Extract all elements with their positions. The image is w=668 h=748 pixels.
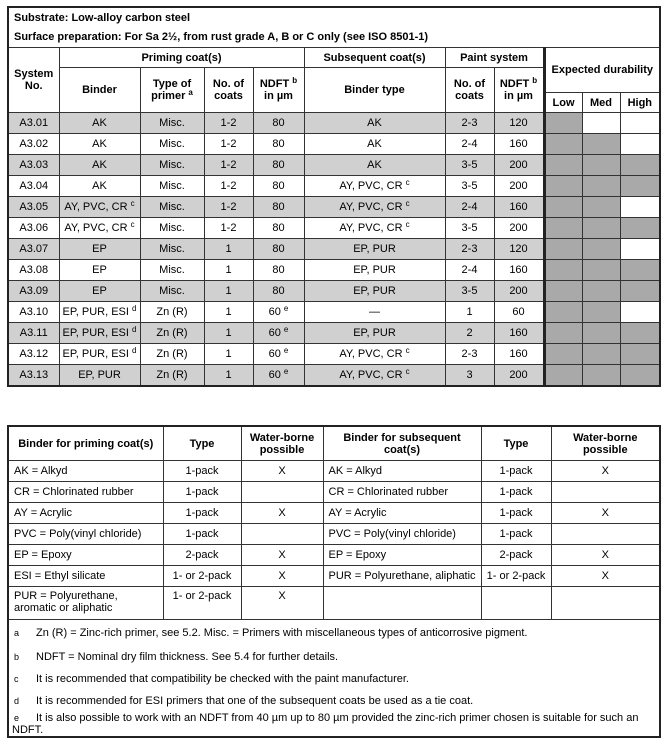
subsequent-water-borne-header: Water-borne possible (551, 426, 660, 461)
primer-binder-cell: AK (59, 134, 140, 155)
primer-ndft-cell: 80 (253, 176, 304, 197)
paint-ndft-cell: 160 (494, 197, 544, 218)
durability-low-cell (544, 176, 582, 197)
expected-durability-header: Expected durability (544, 48, 660, 93)
paint-coats-cell: 2-3 (445, 239, 494, 260)
paint-coats-cell: 2-4 (445, 260, 494, 281)
priming-binder-name: PVC = Poly(vinyl chloride) (8, 524, 163, 545)
durability-med-cell (582, 155, 620, 176)
footnote-letter: c (14, 674, 19, 684)
footnote (8, 712, 660, 737)
paint-coats-cell: 2 (445, 323, 494, 344)
system-no-cell: A3.13 (8, 365, 59, 387)
primer-ndft-cell: 80 (253, 218, 304, 239)
priming-binder-type: 1-pack (163, 503, 241, 524)
paint-ndft-header: NDFT $^b$ in µm (494, 68, 544, 113)
system-row (8, 302, 660, 323)
footnote-letter: e (14, 713, 20, 723)
priming-binder-name: EP = Epoxy (8, 545, 163, 566)
durability-low-cell (544, 365, 582, 387)
primer-type-cell: Misc. (140, 281, 204, 302)
paint-ndft-cell: 160 (494, 260, 544, 281)
durability-med-cell (582, 323, 620, 344)
primer-ndft-cell: 80 (253, 113, 304, 134)
system-row (8, 323, 660, 344)
subsequent-water-borne: X (551, 566, 660, 587)
system-row (8, 239, 660, 260)
paint-ndft-cell: 160 (494, 323, 544, 344)
paint-coats-cell: 2-3 (445, 113, 494, 134)
priming-binder-name: CR = Chlorinated rubber (8, 482, 163, 503)
primer-type-cell: Misc. (140, 113, 204, 134)
durability-med-header: Med (582, 93, 620, 113)
durability-med-cell (582, 302, 620, 323)
ndft-header: NDFT $^b$ in µm (253, 68, 304, 113)
footnote-text: NDFT = Nominal dry film thickness. See 5.4 for further details. (36, 651, 339, 663)
primer-ndft-cell: 80 (253, 260, 304, 281)
paint-coats-cell: 2-4 (445, 134, 494, 155)
subsequent-water-borne: X (551, 545, 660, 566)
primer-coats-cell: 1-2 (204, 176, 253, 197)
primer-binder-cell: EP, PUR, ESI $^d$ (59, 323, 140, 344)
primer-type-cell: Misc. (140, 218, 204, 239)
primer-coats-cell: 1 (204, 281, 253, 302)
durability-high-header: High (620, 93, 660, 113)
legend-row (8, 503, 660, 524)
substrate-text: Substrate: Low-alloy carbon steel (8, 7, 660, 27)
durability-med-cell (582, 281, 620, 302)
durability-low-cell (544, 113, 582, 134)
durability-med-cell (582, 365, 620, 387)
paint-coats-cell: 3-5 (445, 281, 494, 302)
primer-coats-cell: 1 (204, 260, 253, 281)
durability-low-cell (544, 323, 582, 344)
paint-coats-cell: 1 (445, 302, 494, 323)
durability-high-cell (620, 281, 660, 302)
subsequent-binder-type: 1- or 2-pack (481, 566, 551, 587)
paint-coats-cell: 2-3 (445, 344, 494, 365)
paint-ndft-cell: 200 (494, 365, 544, 387)
durability-med-cell (582, 218, 620, 239)
primer-coats-cell: 1-2 (204, 218, 253, 239)
subsequent-water-borne (551, 482, 660, 503)
footnote (8, 646, 660, 668)
subsequent-binder-name: AK = Alkyd (323, 461, 481, 482)
primer-ndft-cell: 60 $^e$ (253, 344, 304, 365)
priming-type-header: Type (163, 426, 241, 461)
legend-row (8, 461, 660, 482)
paint-ndft-cell: 200 (494, 218, 544, 239)
primer-coats-cell: 1-2 (204, 134, 253, 155)
primer-type-cell: Misc. (140, 197, 204, 218)
primer-ndft-cell: 60 $^e$ (253, 365, 304, 387)
footnote-text: It is recommended for ESI primers that one of the subsequent coats be used as a tie coat. (36, 695, 474, 707)
no-of-coats-header: No. of coats (204, 68, 253, 113)
primer-binder-cell: EP (59, 239, 140, 260)
priming-binder-type: 1-pack (163, 461, 241, 482)
primer-binder-cell: EP, PUR (59, 365, 140, 387)
subsequent-water-borne: X (551, 461, 660, 482)
durability-low-cell (544, 155, 582, 176)
durability-med-cell (582, 344, 620, 365)
primer-binder-cell: AK (59, 176, 140, 197)
paint-ndft-cell: 200 (494, 176, 544, 197)
durability-high-cell (620, 302, 660, 323)
subsequent-water-borne: X (551, 503, 660, 524)
priming-water-borne: X (241, 503, 323, 524)
primer-binder-cell: EP, PUR, ESI $^d$ (59, 344, 140, 365)
primer-coats-cell: 1 (204, 344, 253, 365)
binder-priming-header: Binder for priming coat(s) (8, 426, 163, 461)
paint-system-header: Paint system (445, 48, 544, 68)
subsequent-binder-type: 1-pack (481, 503, 551, 524)
durability-low-cell (544, 218, 582, 239)
durability-med-cell (582, 260, 620, 281)
primer-ndft-cell: 60 $^e$ (253, 323, 304, 344)
subsequent-binder-cell: AK (304, 155, 445, 176)
legend-row (8, 566, 660, 587)
subsequent-coats-header: Subsequent coat(s) (304, 48, 445, 68)
primer-ndft-cell: 80 (253, 155, 304, 176)
subsequent-water-borne (551, 524, 660, 545)
legend-row (8, 545, 660, 566)
paint-ndft-cell: 60 (494, 302, 544, 323)
subsequent-binder-cell: EP, PUR (304, 281, 445, 302)
primer-binder-cell: AK (59, 155, 140, 176)
primer-coats-cell: 1-2 (204, 197, 253, 218)
primer-binder-cell: AK (59, 113, 140, 134)
primer-binder-cell: AY, PVC, CR $^c$ (59, 197, 140, 218)
durability-high-cell (620, 239, 660, 260)
paint-coats-cell: 3-5 (445, 218, 494, 239)
system-no-cell: A3.08 (8, 260, 59, 281)
paint-ndft-cell: 120 (494, 239, 544, 260)
durability-high-cell (620, 197, 660, 218)
durability-low-cell (544, 281, 582, 302)
priming-water-borne: X (241, 587, 323, 620)
system-row (8, 260, 660, 281)
primer-type-cell: Misc. (140, 260, 204, 281)
system-row (8, 134, 660, 155)
system-row (8, 155, 660, 176)
subsequent-binder-cell: AK (304, 113, 445, 134)
footnote-text: It is recommended that compatibility be checked with the paint manufacturer. (36, 673, 409, 685)
footnote-letter: a (14, 628, 20, 638)
subsequent-binder-name: CR = Chlorinated rubber (323, 482, 481, 503)
footnote-letter: d (14, 696, 20, 706)
system-no-cell: A3.07 (8, 239, 59, 260)
footnote-letter: b (14, 652, 20, 662)
priming-binder-name: AY = Acrylic (8, 503, 163, 524)
durability-low-cell (544, 302, 582, 323)
system-row (8, 176, 660, 197)
durability-high-cell (620, 113, 660, 134)
subsequent-binder-cell: AY, PVC, CR $^c$ (304, 176, 445, 197)
primer-coats-cell: 1 (204, 302, 253, 323)
surface-prep-text: Surface preparation: For Sa 2½, from rust grade A, B or C only (see ISO 8501-1) (8, 27, 660, 48)
priming-water-borne: X (241, 461, 323, 482)
durability-med-cell (582, 239, 620, 260)
primer-coats-cell: 1-2 (204, 155, 253, 176)
priming-binder-type: 1- or 2-pack (163, 566, 241, 587)
durability-med-cell (582, 176, 620, 197)
system-row (8, 113, 660, 134)
priming-water-borne-header: Water-borne possible (241, 426, 323, 461)
paint-ndft-cell: 200 (494, 155, 544, 176)
paint-coats-cell: 3-5 (445, 155, 494, 176)
primer-binder-cell: AY, PVC, CR $^c$ (59, 218, 140, 239)
durability-high-cell (620, 260, 660, 281)
durability-low-cell (544, 344, 582, 365)
subsequent-binder-name (323, 587, 481, 620)
footnote-text: Zn (R) = Zinc-rich primer, see 5.2. Misc. = Primers with miscellaneous types of anticorrosive pigment. (36, 627, 528, 639)
subsequent-binder-cell: AY, PVC, CR $^c$ (304, 365, 445, 387)
primer-coats-cell: 1 (204, 323, 253, 344)
primer-type-cell: Zn (R) (140, 302, 204, 323)
system-no-cell: A3.11 (8, 323, 59, 344)
durability-high-cell (620, 218, 660, 239)
paint-ndft-cell: 120 (494, 113, 544, 134)
priming-binder-type: 1- or 2-pack (163, 587, 241, 620)
subsequent-binder-cell: AY, PVC, CR $^c$ (304, 197, 445, 218)
subsequent-binder-cell: AY, PVC, CR $^c$ (304, 218, 445, 239)
footnote (8, 690, 660, 712)
primer-type-cell: Misc. (140, 155, 204, 176)
binder-subsequent-header: Binder for subsequent coat(s) (323, 426, 481, 461)
primer-type-cell: Zn (R) (140, 344, 204, 365)
system-no-cell: A3.04 (8, 176, 59, 197)
subsequent-binder-type: 1-pack (481, 461, 551, 482)
primer-type-cell: Zn (R) (140, 323, 204, 344)
primer-ndft-cell: 80 (253, 239, 304, 260)
subsequent-binder-name: EP = Epoxy (323, 545, 481, 566)
system-row (8, 344, 660, 365)
system-no-header: System No. (8, 48, 59, 113)
durability-med-cell (582, 113, 620, 134)
primer-ndft-cell: 80 (253, 134, 304, 155)
subsequent-binder-cell: EP, PUR (304, 239, 445, 260)
footnote (8, 620, 660, 647)
legend-row (8, 524, 660, 545)
system-no-cell: A3.01 (8, 113, 59, 134)
paint-no-of-coats-header: No. of coats (445, 68, 494, 113)
durability-med-cell (582, 134, 620, 155)
subsequent-binder-type: 1-pack (481, 524, 551, 545)
subsequent-binder-cell: — (304, 302, 445, 323)
binder-type-header: Binder type (304, 68, 445, 113)
primer-ndft-cell: 80 (253, 281, 304, 302)
priming-binder-type: 2-pack (163, 545, 241, 566)
paint-ndft-cell: 200 (494, 281, 544, 302)
priming-water-borne: X (241, 545, 323, 566)
durability-high-cell (620, 155, 660, 176)
priming-binder-name: AK = Alkyd (8, 461, 163, 482)
subsequent-binder-type (481, 587, 551, 620)
system-no-cell: A3.06 (8, 218, 59, 239)
primer-type-cell: Zn (R) (140, 365, 204, 387)
type-of-primer-header: Type of primer $^a$ (140, 68, 204, 113)
paint-coats-cell: 2-4 (445, 197, 494, 218)
system-row (8, 281, 660, 302)
primer-binder-cell: EP (59, 281, 140, 302)
primer-type-cell: Misc. (140, 134, 204, 155)
paint-systems-table (7, 6, 661, 387)
system-no-cell: A3.12 (8, 344, 59, 365)
priming-water-borne (241, 524, 323, 545)
binder-legend-table (7, 425, 661, 738)
paint-ndft-cell: 160 (494, 344, 544, 365)
durability-low-cell (544, 134, 582, 155)
system-no-cell: A3.05 (8, 197, 59, 218)
legend-row (8, 587, 660, 620)
durability-med-cell (582, 197, 620, 218)
subsequent-binder-name: PUR = Polyurethane, aliphatic (323, 566, 481, 587)
durability-low-cell (544, 197, 582, 218)
durability-high-cell (620, 134, 660, 155)
system-no-cell: A3.10 (8, 302, 59, 323)
primer-type-cell: Misc. (140, 176, 204, 197)
system-row (8, 218, 660, 239)
system-row (8, 197, 660, 218)
primer-ndft-cell: 60 $^e$ (253, 302, 304, 323)
primer-type-cell: Misc. (140, 239, 204, 260)
primer-coats-cell: 1 (204, 365, 253, 387)
subsequent-binder-cell: EP, PUR (304, 323, 445, 344)
durability-high-cell (620, 365, 660, 387)
system-no-cell: A3.02 (8, 134, 59, 155)
subsequent-water-borne (551, 587, 660, 620)
durability-high-cell (620, 344, 660, 365)
subsequent-binder-name: AY = Acrylic (323, 503, 481, 524)
system-row (8, 365, 660, 387)
durability-low-cell (544, 239, 582, 260)
paint-coats-cell: 3 (445, 365, 494, 387)
durability-low-cell (544, 260, 582, 281)
durability-high-cell (620, 323, 660, 344)
durability-low-header: Low (544, 93, 582, 113)
subsequent-binder-name: PVC = Poly(vinyl chloride) (323, 524, 481, 545)
subsequent-binder-type: 2-pack (481, 545, 551, 566)
priming-binder-name: ESI = Ethyl silicate (8, 566, 163, 587)
priming-binder-type: 1-pack (163, 482, 241, 503)
subsequent-binder-cell: AY, PVC, CR $^c$ (304, 344, 445, 365)
paint-ndft-cell: 160 (494, 134, 544, 155)
primer-coats-cell: 1 (204, 239, 253, 260)
durability-high-cell (620, 176, 660, 197)
footnote (8, 668, 660, 690)
legend-row (8, 482, 660, 503)
priming-water-borne: X (241, 566, 323, 587)
primer-coats-cell: 1-2 (204, 113, 253, 134)
footnote-text: It is also possible to work with an NDFT from 40 µm up to 80 µm provided the zinc-rich primer chosen is suitable for such an NDFT. (12, 712, 639, 736)
subsequent-binder-cell: EP, PUR (304, 260, 445, 281)
primer-ndft-cell: 80 (253, 197, 304, 218)
system-no-cell: A3.03 (8, 155, 59, 176)
binder-header: Binder (59, 68, 140, 113)
subsequent-binder-cell: AK (304, 134, 445, 155)
subsequent-binder-type: 1-pack (481, 482, 551, 503)
system-no-cell: A3.09 (8, 281, 59, 302)
paint-coats-cell: 3-5 (445, 176, 494, 197)
priming-water-borne (241, 482, 323, 503)
primer-binder-cell: EP (59, 260, 140, 281)
primer-binder-cell: EP, PUR, ESI $^d$ (59, 302, 140, 323)
priming-binder-type: 1-pack (163, 524, 241, 545)
priming-coats-header: Priming coat(s) (59, 48, 304, 68)
subsequent-type-header: Type (481, 426, 551, 461)
priming-binder-name: PUR = Polyurethane, aromatic or aliphatic (8, 587, 163, 620)
